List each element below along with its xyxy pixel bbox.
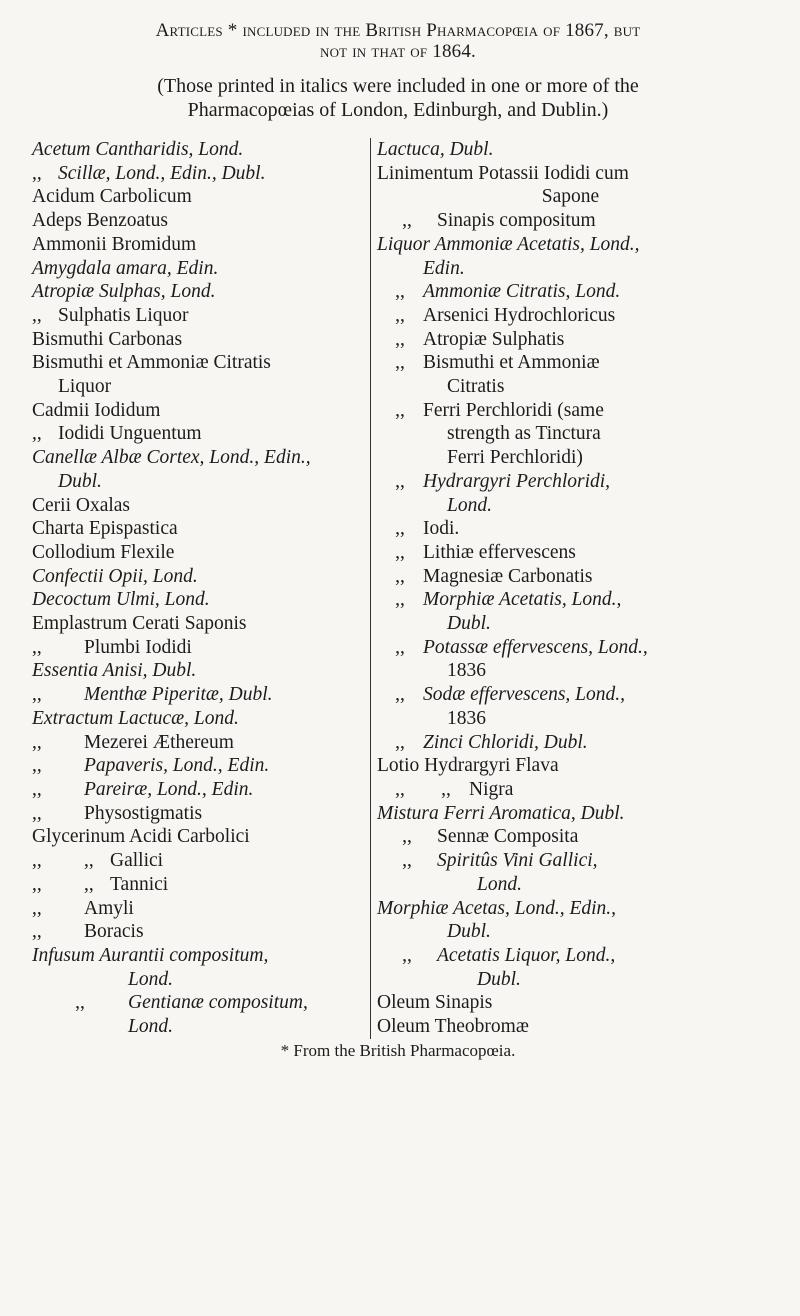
page-title	[32, 20, 764, 62]
list-item: ,, Iodi.	[395, 518, 460, 540]
list-item-continued: Dubl.	[447, 921, 491, 943]
subtitle	[32, 74, 764, 122]
list-item: ,, Spiritûs Vini Gallici,	[402, 850, 598, 872]
list-item-continued: Dubl.	[58, 470, 102, 492]
list-item: Acidum Carbolicum	[32, 186, 192, 208]
subtitle-line-2: Pharmacopœias of London, Edinburgh, and Dublin.)	[187, 99, 609, 121]
list-item: ,, Ferri Perchloridi (same	[395, 399, 604, 421]
list-item-continued: Edin.	[423, 257, 465, 279]
title-line-1: Articles * included in the British Pharmacopœia of 1867, but	[155, 20, 641, 41]
list-item: Extractum Lactucæ, Lond.	[32, 707, 239, 729]
list-item: ,, Sennæ Composita	[402, 826, 579, 848]
title-line-2: not in that of 1864.	[319, 41, 477, 62]
list-item: ,, Papaveris, Lond., Edin.	[32, 755, 270, 777]
footnote: * From the British Pharmacopœia.	[280, 1040, 516, 1060]
two-column-list	[32, 138, 764, 1039]
list-item: ,, Potassæ effervescens, Lond.,	[395, 636, 648, 658]
list-item-continued: 1836	[447, 707, 486, 729]
subtitle-line-1: (Those printed in italics were included in one or more of the	[157, 75, 639, 97]
list-item: Amygdala amara, Edin.	[32, 257, 219, 279]
list-item: Bismuthi Carbonas	[32, 328, 183, 350]
right-column	[370, 138, 764, 1039]
list-item: Ammonii Bromidum	[32, 233, 197, 255]
list-item-continued: Dubl.	[447, 613, 491, 635]
list-item: ,, Iodidi Unguentum	[32, 423, 202, 445]
list-item: Oleum Sinapis	[377, 992, 493, 1014]
list-item: ,, ,, Gallici	[32, 850, 164, 872]
list-item: ,, ,, Nigra	[395, 778, 514, 800]
list-item: ,, Boracis	[32, 921, 144, 943]
list-item: Cerii Oxalas	[32, 494, 131, 516]
list-item: Adeps Benzoatus	[32, 210, 168, 232]
list-item: Confectii Opii, Lond.	[32, 565, 198, 587]
list-item: ,, Morphiæ Acetatis, Lond.,	[395, 589, 622, 611]
list-item-continued: 1836	[447, 660, 486, 682]
list-item: ,, Amyli	[32, 897, 134, 919]
list-item: ,, Atropiæ Sulphatis	[395, 328, 565, 350]
list-item: Emplastrum Cerati Saponis	[32, 613, 247, 635]
list-item: ,, Sulphatis Liquor	[32, 304, 189, 326]
list-item-continued: Liquor	[58, 376, 112, 398]
list-item: Mistura Ferri Aromatica, Dubl.	[377, 802, 625, 824]
list-item: ,, Menthæ Piperitæ, Dubl.	[32, 684, 273, 706]
list-item: Bismuthi et Ammoniæ Citratis	[32, 352, 271, 374]
list-item: ,, ,, Tannici	[32, 873, 169, 895]
list-item: ,, Physostigmatis	[32, 802, 203, 824]
list-item: Infusum Aurantii compositum,	[32, 944, 269, 966]
list-item: ,, Hydrargyri Perchloridi,	[395, 470, 611, 492]
list-item: ,, Zinci Chloridi, Dubl.	[395, 731, 588, 753]
list-item: Atropiæ Sulphas, Lond.	[32, 281, 216, 303]
list-item-continued: Sapone	[541, 186, 600, 208]
list-item: ,, Lithiæ effervescens	[395, 541, 576, 563]
list-item: Cadmii Iodidum	[32, 399, 161, 421]
list-item: ,, Ammoniæ Citratis, Lond.	[395, 281, 621, 303]
list-item: Acetum Cantharidis, Lond.	[32, 139, 244, 160]
list-item: Morphiæ Acetas, Lond., Edin.,	[377, 897, 617, 919]
list-item: Linimentum Potassii Iodidi cum	[377, 162, 629, 184]
list-item: Oleum Theobromæ	[377, 1016, 529, 1038]
list-item: Glycerinum Acidi Carbolici	[32, 826, 250, 848]
list-item-continued: Dubl.	[477, 968, 521, 990]
list-item: Collodium Flexile	[32, 541, 175, 563]
list-item: Decoctum Ulmi, Lond.	[32, 589, 210, 611]
list-item: ,, Sodæ effervescens, Lond.,	[395, 684, 626, 706]
list-item: Essentia Anisi, Dubl.	[32, 660, 197, 682]
list-item: ,, Pareiræ, Lond., Edin.	[32, 778, 254, 800]
list-item-continued: Lond.	[477, 873, 522, 895]
list-item: Charta Epispastica	[32, 518, 178, 540]
list-item: Liquor Ammoniæ Acetatis, Lond.,	[377, 233, 640, 255]
list-item: Lotio Hydrargyri Flava	[377, 755, 559, 777]
list-item-continued: strength as Tinctura	[447, 423, 601, 445]
list-item: Lactuca, Dubl.	[377, 139, 494, 160]
list-item: ,, Bismuthi et Ammoniæ	[395, 352, 600, 374]
list-item-continued: Lond.	[128, 1016, 173, 1038]
list-item: ,, Gentianæ compositum,	[75, 992, 308, 1014]
list-item-continued: Citratis	[447, 376, 505, 398]
list-item-continued: Ferri Perchloridi)	[447, 447, 583, 469]
list-item: ,, Scillæ, Lond., Edin., Dubl.	[32, 162, 266, 184]
list-item: ,, Magnesiæ Carbonatis	[395, 565, 593, 587]
list-item: ,, Plumbi Iodidi	[32, 636, 192, 658]
list-item: ,, Sinapis compositum	[402, 210, 596, 232]
list-item-continued: Lond.	[128, 968, 173, 990]
left-column	[32, 138, 370, 1039]
list-item: Canellæ Albæ Cortex, Lond., Edin.,	[32, 447, 311, 469]
list-item-continued: Lond.	[447, 494, 492, 516]
list-item: ,, Mezerei Æthereum	[32, 731, 234, 753]
list-item: ,, Acetatis Liquor, Lond.,	[402, 944, 616, 966]
list-item: ,, Arsenici Hydrochloricus	[395, 304, 616, 326]
